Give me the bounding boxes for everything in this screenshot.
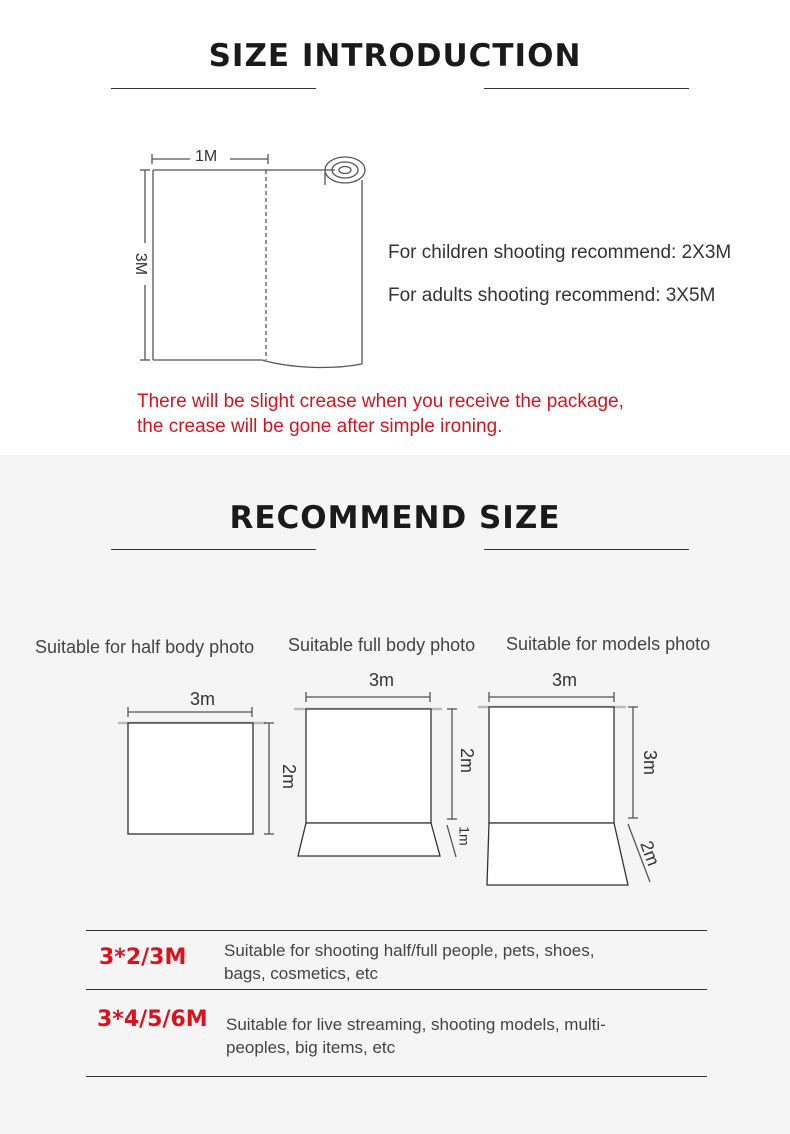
size-code-large: 3*4/5/6M <box>97 1007 208 1032</box>
diagram3-width-label: 3m <box>552 670 578 690</box>
children-recommendation: For children shooting recommend: 2X3M <box>388 242 732 263</box>
roll-width-label: 1M <box>195 148 218 165</box>
diagram3-height-label: 3m <box>640 749 661 776</box>
diagram2-height-label: 2m <box>457 747 478 774</box>
diagram-models <box>478 692 650 885</box>
crease-note-line1: There will be slight crease when you receive the package, <box>137 391 624 412</box>
adults-recommendation: For adults shooting recommend: 3X5M <box>388 285 716 306</box>
caption-half-body: Suitable for half body photo <box>35 637 255 657</box>
recommend-size-title: RECOMMEND SIZE <box>229 500 561 536</box>
diagram-half-body <box>118 707 274 834</box>
table-rule-middle <box>86 989 707 990</box>
crease-note-line2: the crease will be gone after simple ironing. <box>137 416 503 437</box>
diagram2-floor-label: 1m <box>456 826 473 846</box>
caption-full-body: Suitable full body photo <box>288 635 476 655</box>
size-introduction-title: SIZE INTRODUCTION <box>208 38 582 74</box>
caption-models: Suitable for models photo <box>506 634 711 654</box>
table-rule-bottom <box>86 1076 707 1077</box>
roll-height-label: 3M <box>132 252 150 276</box>
size-desc-small: Suitable for shooting half/full people, pets, shoes, bags, cosmetics, etc <box>224 941 595 983</box>
size-desc-large: Suitable for live streaming, shooting models, multi-peoples, big items, etc <box>226 1015 606 1057</box>
size-code-small: 3*2/3M <box>99 945 187 970</box>
diagram1-height-label: 2m <box>279 763 300 790</box>
diagram1-width-label: 3m <box>190 689 216 709</box>
table-rule-top <box>86 930 707 931</box>
diagram-full-body <box>294 692 457 857</box>
diagram2-width-label: 3m <box>369 670 395 690</box>
diagram3-floor-label: 2m <box>636 838 664 869</box>
